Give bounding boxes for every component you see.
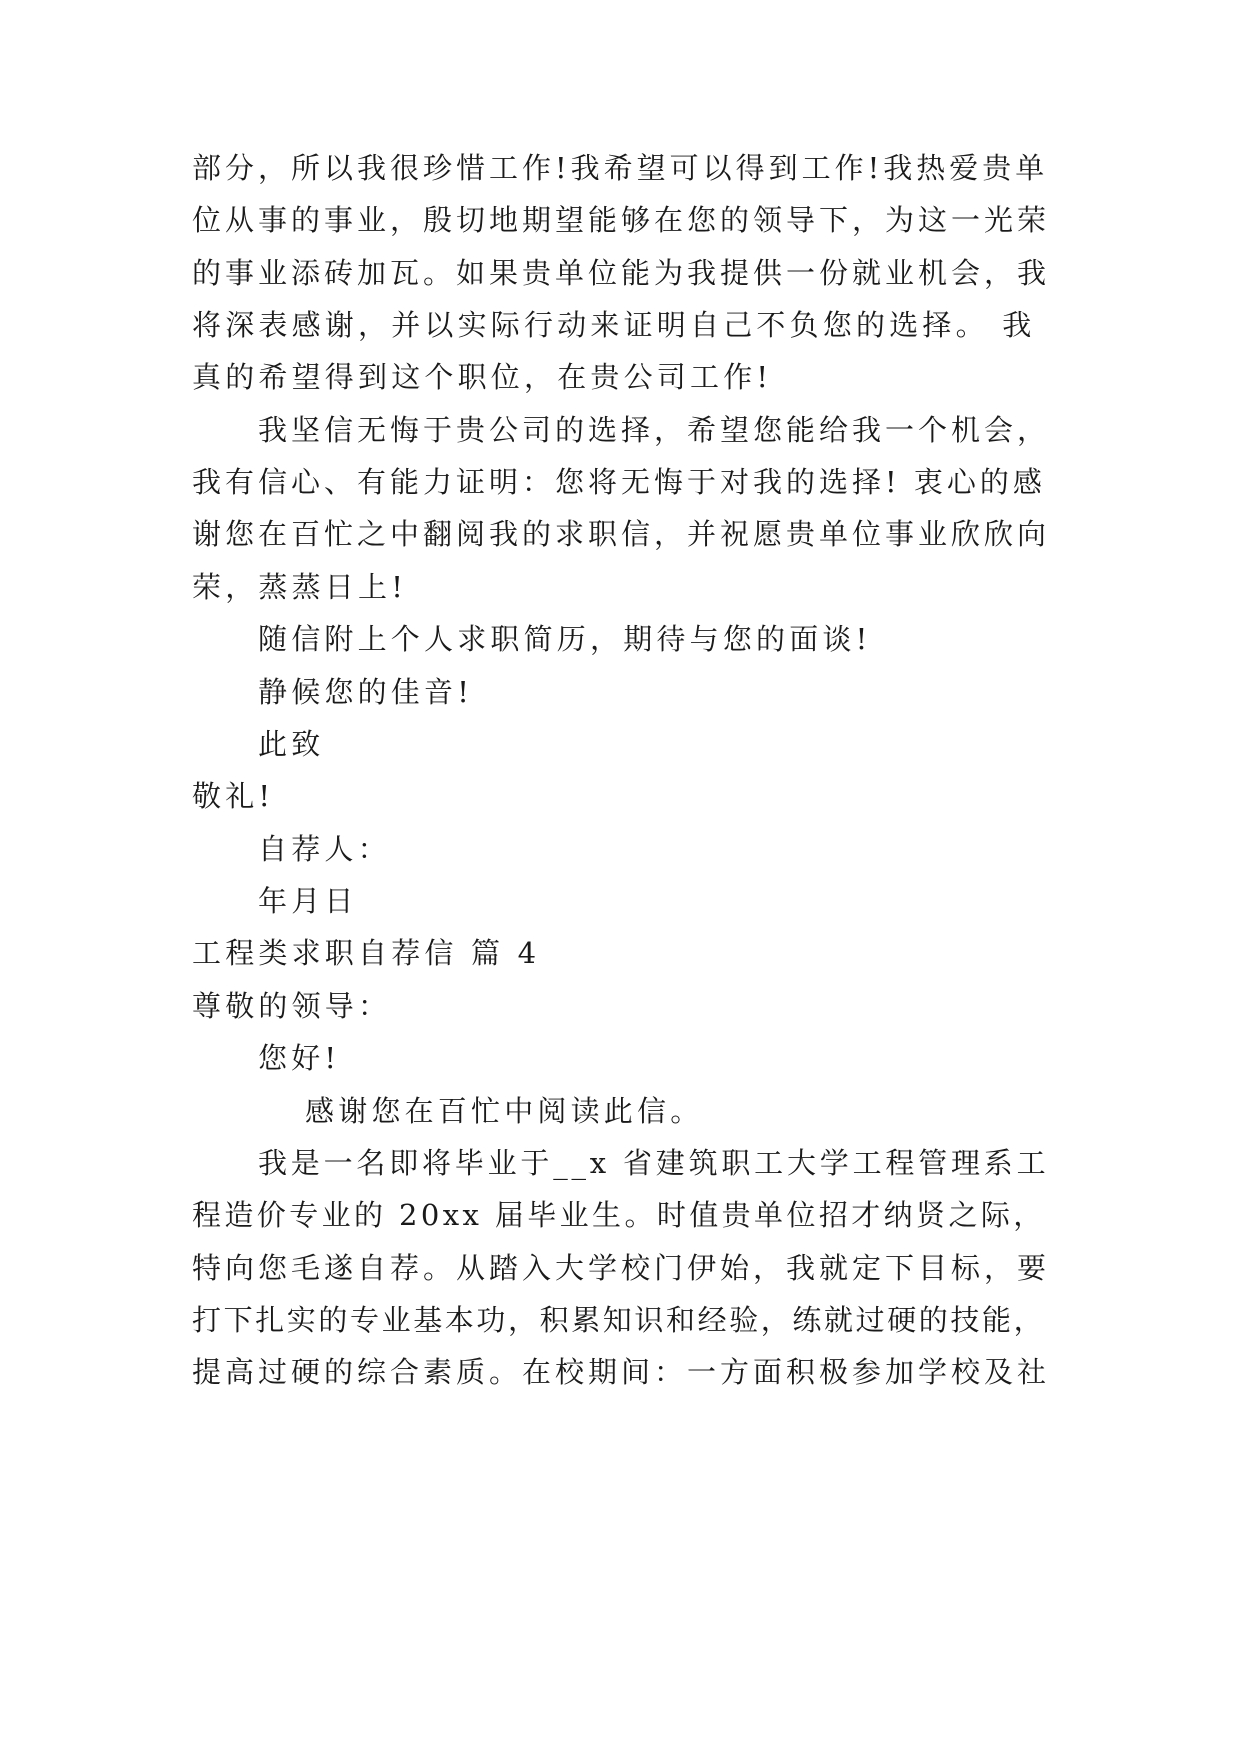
text-line: 我坚信无悔于贵公司的选择，希望您能给我一个机会， bbox=[258, 413, 1051, 447]
text-line: 荣，蒸蒸日上! bbox=[192, 570, 408, 604]
text-line: 尊敬的领导： bbox=[192, 989, 392, 1023]
text-line: 随信附上个人求职简历，期待与您的面谈! bbox=[258, 622, 872, 656]
text-line: 提高过硬的综合素质。在校期间：一方面积极参加学校及社 bbox=[192, 1355, 1051, 1389]
text-line: 部分，所以我很珍惜工作!我希望可以得到工作!我热爱贵单 bbox=[192, 151, 1049, 185]
text-line: 的事业添砖加瓦。如果贵单位能为我提供一份就业机会，我 bbox=[192, 256, 1051, 290]
text-line: 位从事的事业，殷切地期望能够在您的领导下，为这一光荣 bbox=[192, 203, 1051, 237]
section-heading: 工程类求职自荐信 篇 4 bbox=[192, 936, 541, 970]
text-line: 自荐人： bbox=[258, 832, 391, 866]
text-line: 真的希望得到这个职位，在贵公司工作! bbox=[192, 360, 773, 394]
text-line: 特向您毛遂自荐。从踏入大学校门伊始，我就定下目标，要 bbox=[192, 1251, 1051, 1285]
text-line: 程造价专业的 20xx 届毕业生。时值贵单位招才纳贤之际， bbox=[192, 1198, 1046, 1232]
text-line: 将深表感谢，并以实际行动来证明自己不负您的选择。 我 bbox=[192, 308, 1036, 342]
text-line: 感谢您在百忙中阅读此信。 bbox=[305, 1094, 704, 1128]
text-line: 我是一名即将毕业于__x 省建筑职工大学工程管理系工 bbox=[258, 1146, 1050, 1180]
text-line: 您好! bbox=[258, 1041, 341, 1075]
text-line: 我有信心、有能力证明：您将无悔于对我的选择! 衷心的感 bbox=[192, 465, 1046, 499]
text-line: 年月日 bbox=[258, 884, 358, 918]
text-line: 谢您在百忙之中翻阅我的求职信，并祝愿贵单位事业欣欣向 bbox=[192, 517, 1051, 551]
text-line: 此致 bbox=[258, 727, 325, 761]
text-line: 静候您的佳音! bbox=[258, 675, 474, 709]
text-line: 敬礼! bbox=[192, 779, 275, 813]
text-line: 打下扎实的专业基本功，积累知识和经验，练就过硬的技能， bbox=[192, 1303, 1046, 1337]
